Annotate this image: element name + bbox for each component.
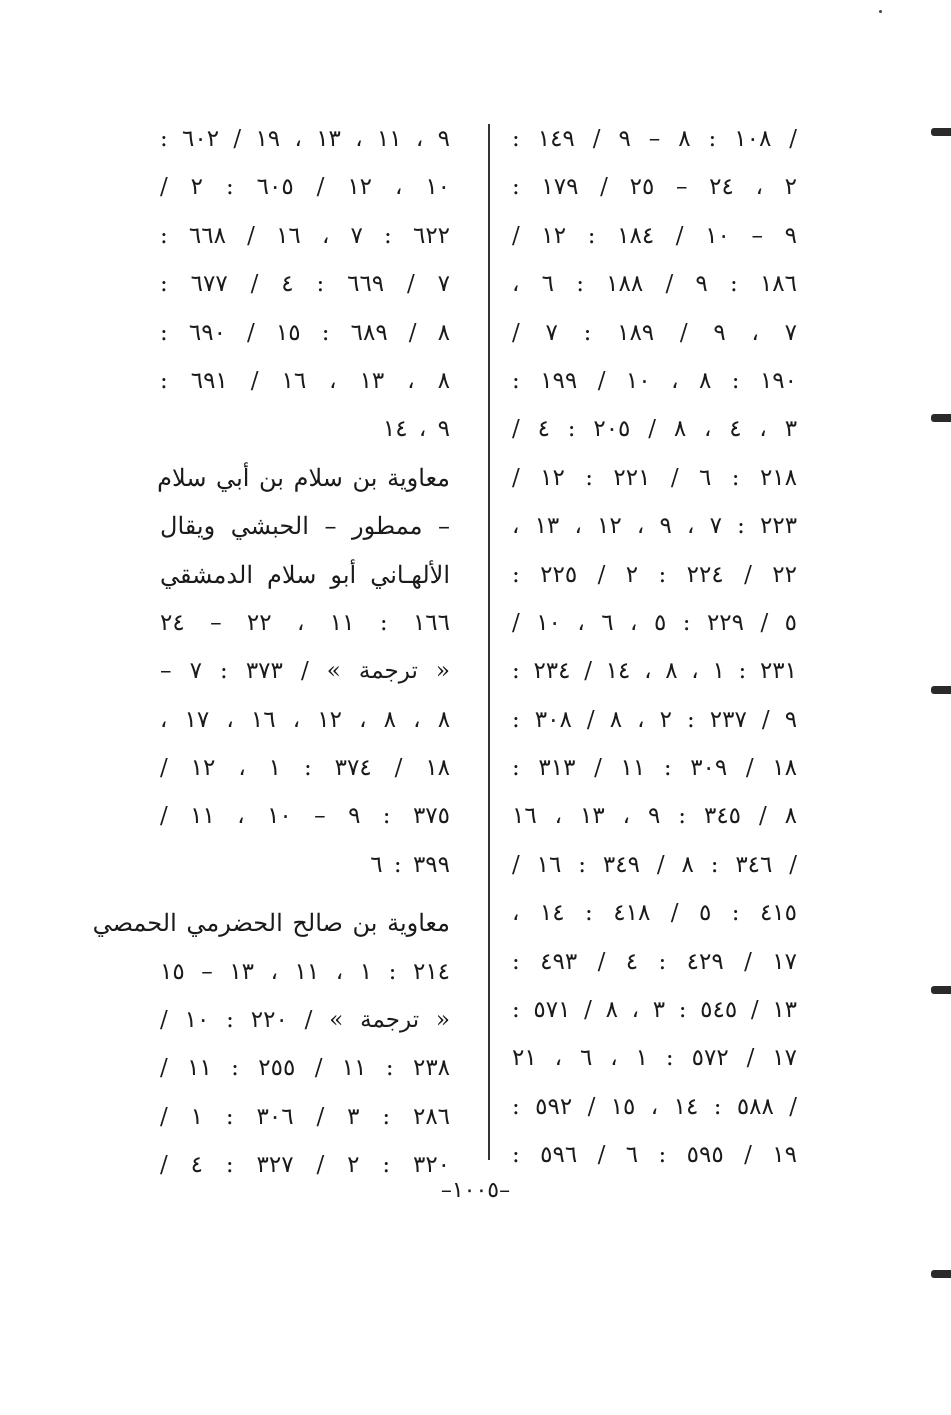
index-column-right: [512, 115, 797, 1180]
index-line: ٩ ، ١٤: [382, 416, 450, 443]
index-line: ٢٢ / ٢٢٤ : ٢ / ٢٢٥ :: [512, 561, 797, 588]
index-line: ٢٣١ : ١ ، ٨ ، ١٤ / ٢٣٤ :: [512, 658, 798, 685]
entry-name: الألهـاني أبو سلام الدمشقي: [160, 560, 450, 589]
scan-edge-mark: [931, 986, 951, 994]
scan-edge-mark: [931, 686, 951, 694]
index-line: ١٦٦ : ١١ ، ٢٢ – ٢٤: [160, 609, 450, 636]
index-line: ٣٩٩ : ٦: [370, 851, 450, 878]
entry-name: معاوية بن سلام بن أبي سلام: [157, 463, 450, 492]
index-line: ٨ ، ١٣ ، ١٦ / ٦٩١ :: [160, 367, 451, 394]
index-line: ١٨٦ : ٩ / ١٨٨ : ٦ ،: [512, 271, 797, 298]
entry-name: معاوية بن صالح الحضرمي الحمصي: [92, 909, 450, 938]
index-line: / ٥٨٨ : ١٤ ، ١٥ / ٥٩٢ :: [512, 1093, 797, 1120]
entry-name: – ممطور – الحبشي ويقال: [160, 512, 450, 541]
index-line: ٧ / ٦٦٩ : ٤ / ٦٧٧ :: [160, 271, 451, 298]
index-line: ٨ / ٣٤٥ : ٩ ، ١٣ ، ١٦: [512, 803, 797, 830]
index-line: ٢٢٣ : ٧ ، ٩ ، ١٢ ، ١٣ ،: [512, 513, 798, 540]
speck-mark: [879, 10, 882, 13]
index-line: « ترجمة » / ٣٧٣ : ٧ –: [160, 658, 451, 685]
index-line: ١٨ / ٣٧٤ : ١ ، ١٢ /: [160, 755, 451, 782]
index-line: ٢٨٦ : ٣ / ٣٠٦ : ١ /: [160, 1103, 451, 1130]
index-line: ٢١٤ : ١ ، ١١ ، ١٣ – ١٥: [160, 958, 451, 985]
index-line: ٤١٥ : ٥ / ٤١٨ : ١٤ ،: [512, 900, 797, 927]
index-line: ١٧ / ٥٧٢ : ١ ، ٦ ، ٢١: [512, 1045, 797, 1072]
index-line: ٨ ، ٨ ، ١٢ ، ١٦ ، ١٧ ،: [160, 706, 451, 733]
index-line: ٣ ، ٤ ، ٨ / ٢٠٥ : ٤ /: [512, 416, 798, 443]
page-number: –١٠٠٥–: [440, 1178, 511, 1203]
column-divider: [488, 124, 490, 1160]
index-line: « ترجمة » / ٢٢٠ : ١٠ /: [160, 1007, 451, 1034]
scan-edge-mark: [931, 1270, 951, 1278]
index-line: ٧ ، ٩ / ١٨٩ : ٧ /: [512, 319, 798, 346]
index-line: ٣٧٥ : ٩ – ١٠ ، ١١ /: [160, 803, 451, 830]
index-line: ٩ / ٢٣٧ : ٢ ، ٨ / ٣٠٨ :: [512, 706, 798, 733]
index-line: ٦٢٢ : ٧ ، ١٦ / ٦٦٨ :: [160, 222, 451, 249]
index-line: ٢٣٨ : ١١ / ٢٥٥ : ١١ /: [160, 1055, 451, 1082]
index-line: ١٩٠ : ٨ ، ١٠ / ١٩٩ :: [512, 367, 798, 394]
index-line: ٨ / ٦٨٩ : ١٥ / ٦٩٠ :: [160, 319, 451, 346]
index-line: ٢ ، ٢٤ – ٢٥ / ١٧٩ :: [512, 174, 798, 201]
index-line: ١٣ / ٥٤٥ : ٣ ، ٨ / ٥٧١ :: [512, 997, 798, 1024]
index-line: ٥ / ٢٢٩ : ٥ ، ٦ ، ١٠ /: [512, 609, 798, 636]
index-column-left: [92, 115, 451, 1190]
index-line: / ٣٤٦ : ٨ / ٣٤٩ : ١٦ /: [512, 851, 798, 878]
index-line: ٩ ، ١١ ، ١٣ ، ١٩ / ٦٠٢ :: [160, 126, 451, 152]
index-line: ١٩ / ٥٩٥ : ٦ / ٥٩٦ :: [512, 1142, 797, 1169]
index-line: ٣٢٠ : ٢ / ٣٢٧ : ٤ /: [160, 1152, 451, 1179]
index-line: ٩ – ١٠ / ١٨٤ : ١٢ /: [512, 222, 798, 249]
index-line: ١٧ / ٤٢٩ : ٤ / ٤٩٣ :: [512, 948, 797, 975]
index-line: ٢١٨ : ٦ / ٢٢١ : ١٢ /: [512, 464, 797, 491]
scan-edge-mark: [931, 128, 951, 136]
index-line: / ١٠٨ : ٨ – ٩ / ١٤٩ :: [512, 126, 798, 152]
scan-edge-mark: [931, 414, 951, 422]
index-line: ١٨ / ٣٠٩ : ١١ / ٣١٣ :: [512, 755, 797, 782]
index-line: ١٠ ، ١٢ / ٦٠٥ : ٢ /: [160, 174, 451, 201]
